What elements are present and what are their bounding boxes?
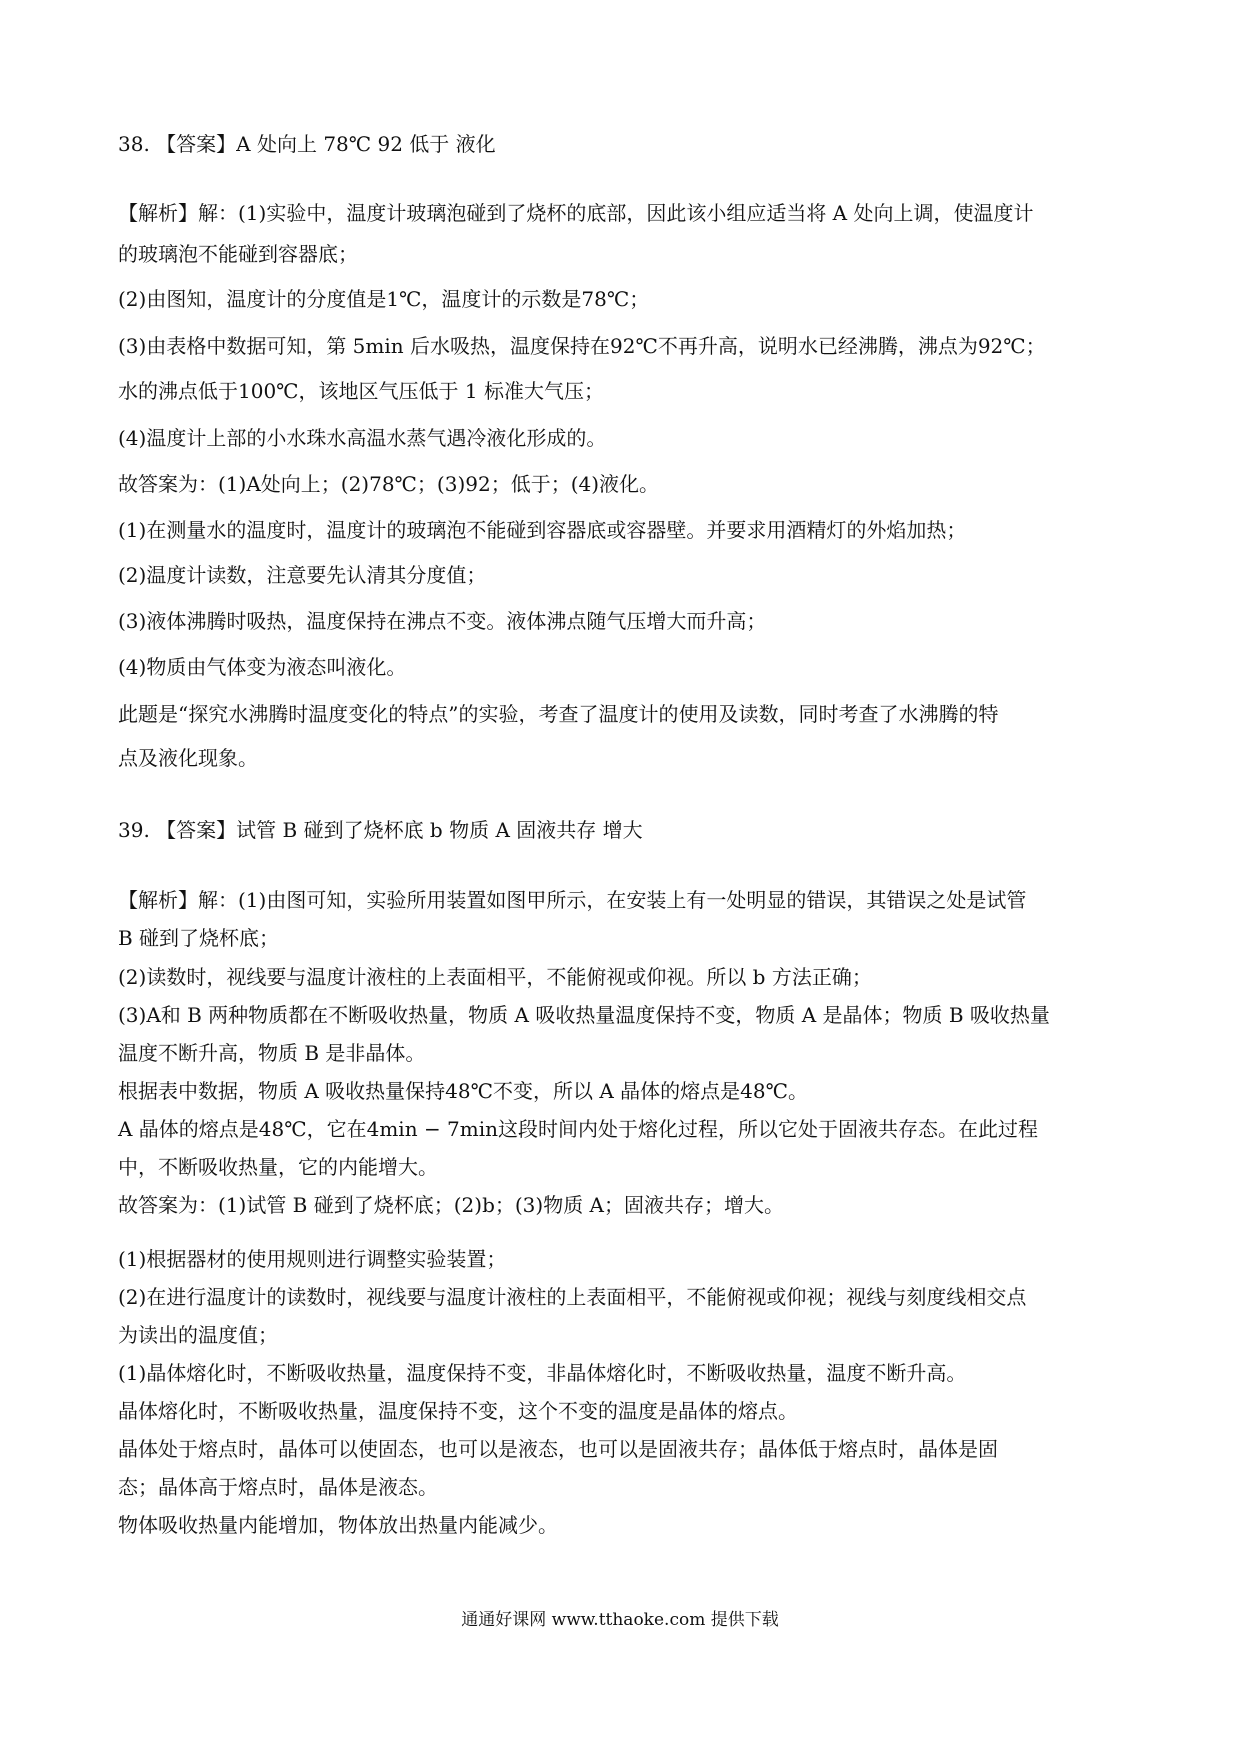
q39-answer: 39. 【答案】试管 B 碰到了烧杯底 b 物质 A 固液共存 增大 bbox=[118, 818, 643, 842]
q38-analysis-line: 【解析】解：(1)实验中，温度计玻璃泡碰到了烧杯的底部，因此该小组应适当将 A 处向上调，使温度计 bbox=[118, 201, 1034, 225]
q38-analysis-line: 故答案为：(1)A处向上；(2)78℃；(3)92；低于；(4)液化。 bbox=[118, 472, 660, 496]
q39-analysis-line: A 晶体的熔点是48℃，它在4min − 7min这段时间内处于熔化过程，所以它处于固液共存态。在此过程 bbox=[118, 1117, 1039, 1141]
q39-analysis-line: (2)在进行温度计的读数时，视线要与温度计液柱的上表面相平，不能俯视或仰视；视线与刻度线相交点 bbox=[118, 1285, 1027, 1309]
q39-analysis-line: (1)晶体熔化时，不断吸收热量，温度保持不变，非晶体熔化时，不断吸收热量，温度不断升高。 bbox=[118, 1361, 967, 1385]
q39-analysis-line: (1)根据器材的使用规则进行调整实验装置； bbox=[118, 1247, 507, 1271]
q39-analysis-line: 晶体处于熔点时，晶体可以使固态，也可以是液态，也可以是固液共存；晶体低于熔点时，晶体是固 bbox=[118, 1437, 998, 1461]
q38-analysis-line: (3)由表格中数据可知，第 5min 后水吸热，温度保持在92℃不再升高，说明水已经沸腾，沸点为92℃； bbox=[118, 334, 1046, 358]
q39-analysis-line: (2)读数时，视线要与温度计液柱的上表面相平，不能俯视或仰视。所以 b 方法正确； bbox=[118, 965, 872, 989]
q38-analysis-line: 点及液化现象。 bbox=[118, 746, 258, 770]
q39-analysis-line: 晶体熔化时，不断吸收热量，温度保持不变，这个不变的温度是晶体的熔点。 bbox=[118, 1399, 798, 1423]
q38-analysis-line: (4)物质由气体变为液态叫液化。 bbox=[118, 655, 407, 679]
q38-analysis-line: 的玻璃泡不能碰到容器底； bbox=[118, 242, 358, 266]
q39-analysis-line: 为读出的温度值； bbox=[118, 1323, 278, 1347]
q38-analysis-line: (4)温度计上部的小水珠水高温水蒸气遇冷液化形成的。 bbox=[118, 426, 607, 450]
page-footer: 通通好课网 www.tthaoke.com 提供下载 bbox=[461, 1610, 779, 1630]
q39-analysis-line: 物体吸收热量内能增加，物体放出热量内能减少。 bbox=[118, 1513, 558, 1537]
q38-analysis-line: (3)液体沸腾时吸热，温度保持在沸点不变。液体沸点随气压增大而升高； bbox=[118, 609, 767, 633]
q38-analysis-line: 水的沸点低于100℃，该地区气压低于 1 标准大气压； bbox=[118, 379, 604, 403]
q39-analysis-line: 中，不断吸收热量，它的内能增大。 bbox=[118, 1155, 438, 1179]
q38-analysis-line: (1)在测量水的温度时，温度计的玻璃泡不能碰到容器底或容器壁。并要求用酒精灯的外焰加热； bbox=[118, 518, 967, 542]
q39-analysis-line: B 碰到了烧杯底； bbox=[118, 926, 280, 950]
q38-analysis-line: 此题是“探究水沸腾时温度变化的特点”的实验，考查了温度计的使用及读数，同时考查了水沸腾的特 bbox=[118, 702, 999, 726]
q39-analysis-line: 【解析】解：(1)由图可知，实验所用装置如图甲所示，在安装上有一处明显的错误，其错误之处是试管 bbox=[118, 888, 1027, 912]
q39-analysis-line: (3)A和 B 两种物质都在不断吸收热量，物质 A 吸收热量温度保持不变，物质 A 是晶体；物质 B 吸收热量 bbox=[118, 1003, 1050, 1027]
q38-analysis-line: (2)由图知，温度计的分度值是1℃，温度计的示数是78℃； bbox=[118, 287, 650, 311]
q39-analysis-line: 温度不断升高，物质 B 是非晶体。 bbox=[118, 1041, 426, 1065]
q38-answer: 38. 【答案】A 处向上 78℃ 92 低于 液化 bbox=[118, 132, 496, 156]
q39-analysis-line: 根据表中数据，物质 A 吸收热量保持48℃不变，所以 A 晶体的熔点是48℃。 bbox=[118, 1079, 808, 1103]
q38-analysis-line: (2)温度计读数，注意要先认清其分度值； bbox=[118, 563, 487, 587]
q39-analysis-line: 故答案为：(1)试管 B 碰到了烧杯底；(2)b；(3)物质 A；固液共存；增大。 bbox=[118, 1193, 785, 1217]
q39-analysis-line: 态；晶体高于熔点时，晶体是液态。 bbox=[118, 1475, 438, 1499]
